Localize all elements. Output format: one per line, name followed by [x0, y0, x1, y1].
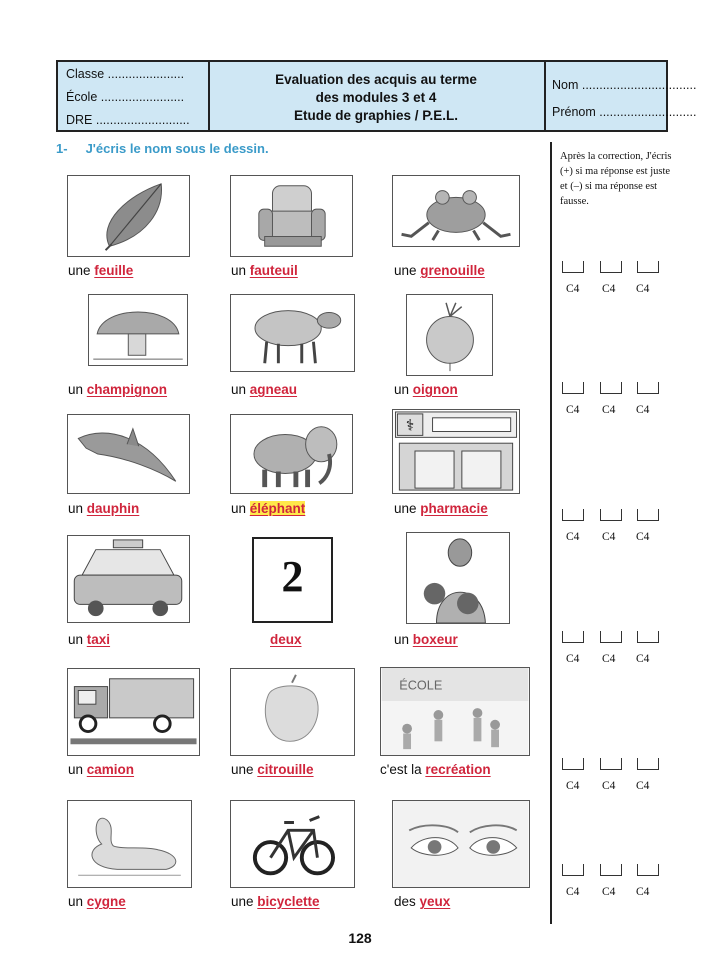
answer-fauteuil: fauteuil	[249, 263, 298, 278]
answer-camion: camion	[86, 762, 135, 777]
score-box[interactable]	[600, 382, 622, 394]
swan-drawing	[68, 801, 191, 887]
caption-cygne	[68, 894, 126, 909]
nom-field: Nom .................................	[552, 78, 697, 92]
answer-pharmacie: pharmacie	[420, 501, 488, 516]
caption-bicyclette	[231, 894, 320, 909]
caption-pharmacie	[394, 501, 488, 516]
eyes-drawing	[393, 801, 529, 887]
code-label: C4	[602, 886, 616, 898]
code-label: C4	[602, 404, 616, 416]
caption-prefix: une	[68, 263, 95, 278]
caption-prefix: un	[231, 382, 250, 397]
picture-yeux	[392, 800, 530, 888]
answer-elephant: éléphant	[249, 501, 306, 516]
prenom-field: Prénom ............................	[552, 105, 697, 119]
picture-grenouille	[392, 175, 520, 247]
taxi-drawing	[68, 536, 189, 622]
column-divider	[550, 142, 552, 924]
code-label: C4	[566, 404, 580, 416]
caption-oignon	[394, 382, 458, 397]
code-label: C4	[636, 780, 650, 792]
picture-champignon	[88, 294, 188, 366]
score-box[interactable]	[562, 864, 584, 876]
picture-oignon	[406, 294, 493, 376]
picture-feuille	[67, 175, 190, 257]
title-line-2: des modules 3 et 4	[315, 90, 437, 105]
caption-prefix: c'est la	[380, 762, 426, 777]
correction-note: Après la correction, J'écris (+) si ma réponse est juste et (–) si ma réponse est fausse.	[560, 151, 672, 207]
caption-prefix: un	[394, 382, 413, 397]
caption-champignon	[68, 382, 167, 397]
code-label: C4	[602, 283, 616, 295]
title-line-3: Etude de graphies / P.E.L.	[293, 108, 459, 123]
title-cell	[208, 62, 546, 130]
schoolyard-drawing	[381, 668, 529, 755]
dre-field: DRE ...........................	[66, 113, 190, 127]
caption-prefix: un	[68, 894, 87, 909]
caption-recreation	[380, 762, 491, 777]
answer-bicyclette: bicyclette	[257, 894, 320, 909]
caption-prefix: un	[231, 501, 250, 516]
school-info-cell	[58, 62, 210, 130]
caption-citrouille	[231, 762, 314, 777]
score-box[interactable]	[600, 864, 622, 876]
score-box[interactable]	[600, 509, 622, 521]
score-box[interactable]	[600, 261, 622, 273]
boxer-drawing	[407, 533, 509, 623]
caption-prefix: un	[68, 501, 87, 516]
answer-boxeur: boxeur	[412, 632, 458, 647]
caption-prefix: une	[394, 263, 421, 278]
caption-boxeur	[394, 632, 458, 647]
code-label: C4	[566, 780, 580, 792]
score-box[interactable]	[637, 758, 659, 770]
answer-oignon: oignon	[412, 382, 458, 397]
lamb-drawing	[231, 295, 354, 371]
code-label: C4	[636, 653, 650, 665]
code-label: C4	[602, 531, 616, 543]
picture-camion	[67, 668, 200, 756]
answer-deux: deux	[270, 632, 302, 647]
picture-dauphin	[67, 414, 190, 494]
leaf-drawing	[68, 176, 189, 256]
caption-taxi	[68, 632, 110, 647]
caption-prefix: un	[68, 762, 87, 777]
code-label: C4	[566, 283, 580, 295]
classe-field: Classe ......................	[66, 67, 185, 81]
caption-camion	[68, 762, 134, 777]
caption-prefix: une	[231, 762, 258, 777]
code-label: C4	[566, 653, 580, 665]
bicycle-drawing	[231, 801, 354, 887]
code-label: C4	[602, 653, 616, 665]
answer-agneau: agneau	[249, 382, 298, 397]
score-box[interactable]	[562, 631, 584, 643]
name-cell	[544, 62, 697, 130]
answer-yeux: yeux	[419, 894, 451, 909]
caption-prefix: une	[394, 501, 421, 516]
armchair-drawing	[231, 176, 352, 256]
answer-recreation: recréation	[425, 762, 491, 777]
score-box[interactable]	[637, 382, 659, 394]
picture-deux	[252, 537, 333, 623]
header-table	[56, 60, 697, 132]
score-box[interactable]	[562, 382, 584, 394]
digit-two: 2	[281, 552, 304, 601]
answer-feuille: feuille	[94, 263, 134, 278]
answer-cygne: cygne	[86, 894, 126, 909]
caption-deux	[270, 632, 302, 647]
picture-recreation	[380, 667, 530, 756]
ecole-sign: ÉCOLE	[399, 678, 443, 693]
picture-fauteuil	[230, 175, 353, 257]
question-text: J'écris le nom sous le dessin.	[85, 141, 269, 156]
score-box[interactable]	[600, 631, 622, 643]
answer-grenouille: grenouille	[420, 263, 485, 278]
code-label: C4	[636, 283, 650, 295]
truck-drawing	[68, 669, 199, 755]
question-heading	[56, 141, 269, 156]
picture-pharmacie	[392, 409, 520, 494]
caption-prefix: une	[231, 894, 258, 909]
answer-taxi: taxi	[86, 632, 111, 647]
answer-dauphin: dauphin	[86, 501, 140, 516]
caption-prefix: un	[394, 632, 413, 647]
caption-prefix: des	[394, 894, 420, 909]
score-box[interactable]	[562, 758, 584, 770]
score-box[interactable]	[562, 509, 584, 521]
caption-grenouille	[394, 263, 485, 278]
score-box[interactable]	[637, 631, 659, 643]
picture-cygne	[67, 800, 192, 888]
elephant-drawing	[231, 415, 352, 493]
code-label: C4	[636, 404, 650, 416]
picture-agneau	[230, 294, 355, 372]
picture-citrouille	[230, 668, 355, 756]
score-box[interactable]	[600, 758, 622, 770]
picture-elephant	[230, 414, 353, 494]
caption-dauphin	[68, 501, 139, 516]
dolphin-drawing	[68, 415, 189, 493]
caption-agneau	[231, 382, 297, 397]
code-label: C4	[566, 531, 580, 543]
caption-prefix: un	[231, 263, 250, 278]
picture-bicyclette	[230, 800, 355, 888]
score-box[interactable]	[562, 261, 584, 273]
ecole-field: École ........................	[66, 90, 185, 104]
score-box[interactable]	[637, 261, 659, 273]
frog-drawing	[393, 176, 519, 246]
caption-prefix: un	[68, 382, 87, 397]
score-box[interactable]	[637, 864, 659, 876]
pumpkin-drawing	[231, 669, 354, 755]
code-label: C4	[636, 886, 650, 898]
code-label: C4	[566, 886, 580, 898]
picture-taxi	[67, 535, 190, 623]
caption-elephant	[231, 501, 305, 516]
page-number: 128	[348, 930, 372, 946]
picture-boxeur	[406, 532, 510, 624]
caption-prefix: un	[68, 632, 87, 647]
question-number: 1-	[56, 141, 68, 156]
caption-feuille	[68, 263, 133, 278]
answer-citrouille: citrouille	[257, 762, 314, 777]
code-label: C4	[602, 780, 616, 792]
code-label: C4	[636, 531, 650, 543]
pharmacy-drawing	[393, 410, 519, 493]
caption-fauteuil	[231, 263, 298, 278]
answer-champignon: champignon	[86, 382, 168, 397]
score-box[interactable]	[637, 509, 659, 521]
mushroom-drawing	[89, 295, 187, 365]
onion-drawing	[407, 295, 492, 375]
svg-text:⚕: ⚕	[405, 417, 415, 435]
title-line-1: Evaluation des acquis au terme	[275, 72, 477, 87]
caption-yeux	[394, 894, 450, 909]
